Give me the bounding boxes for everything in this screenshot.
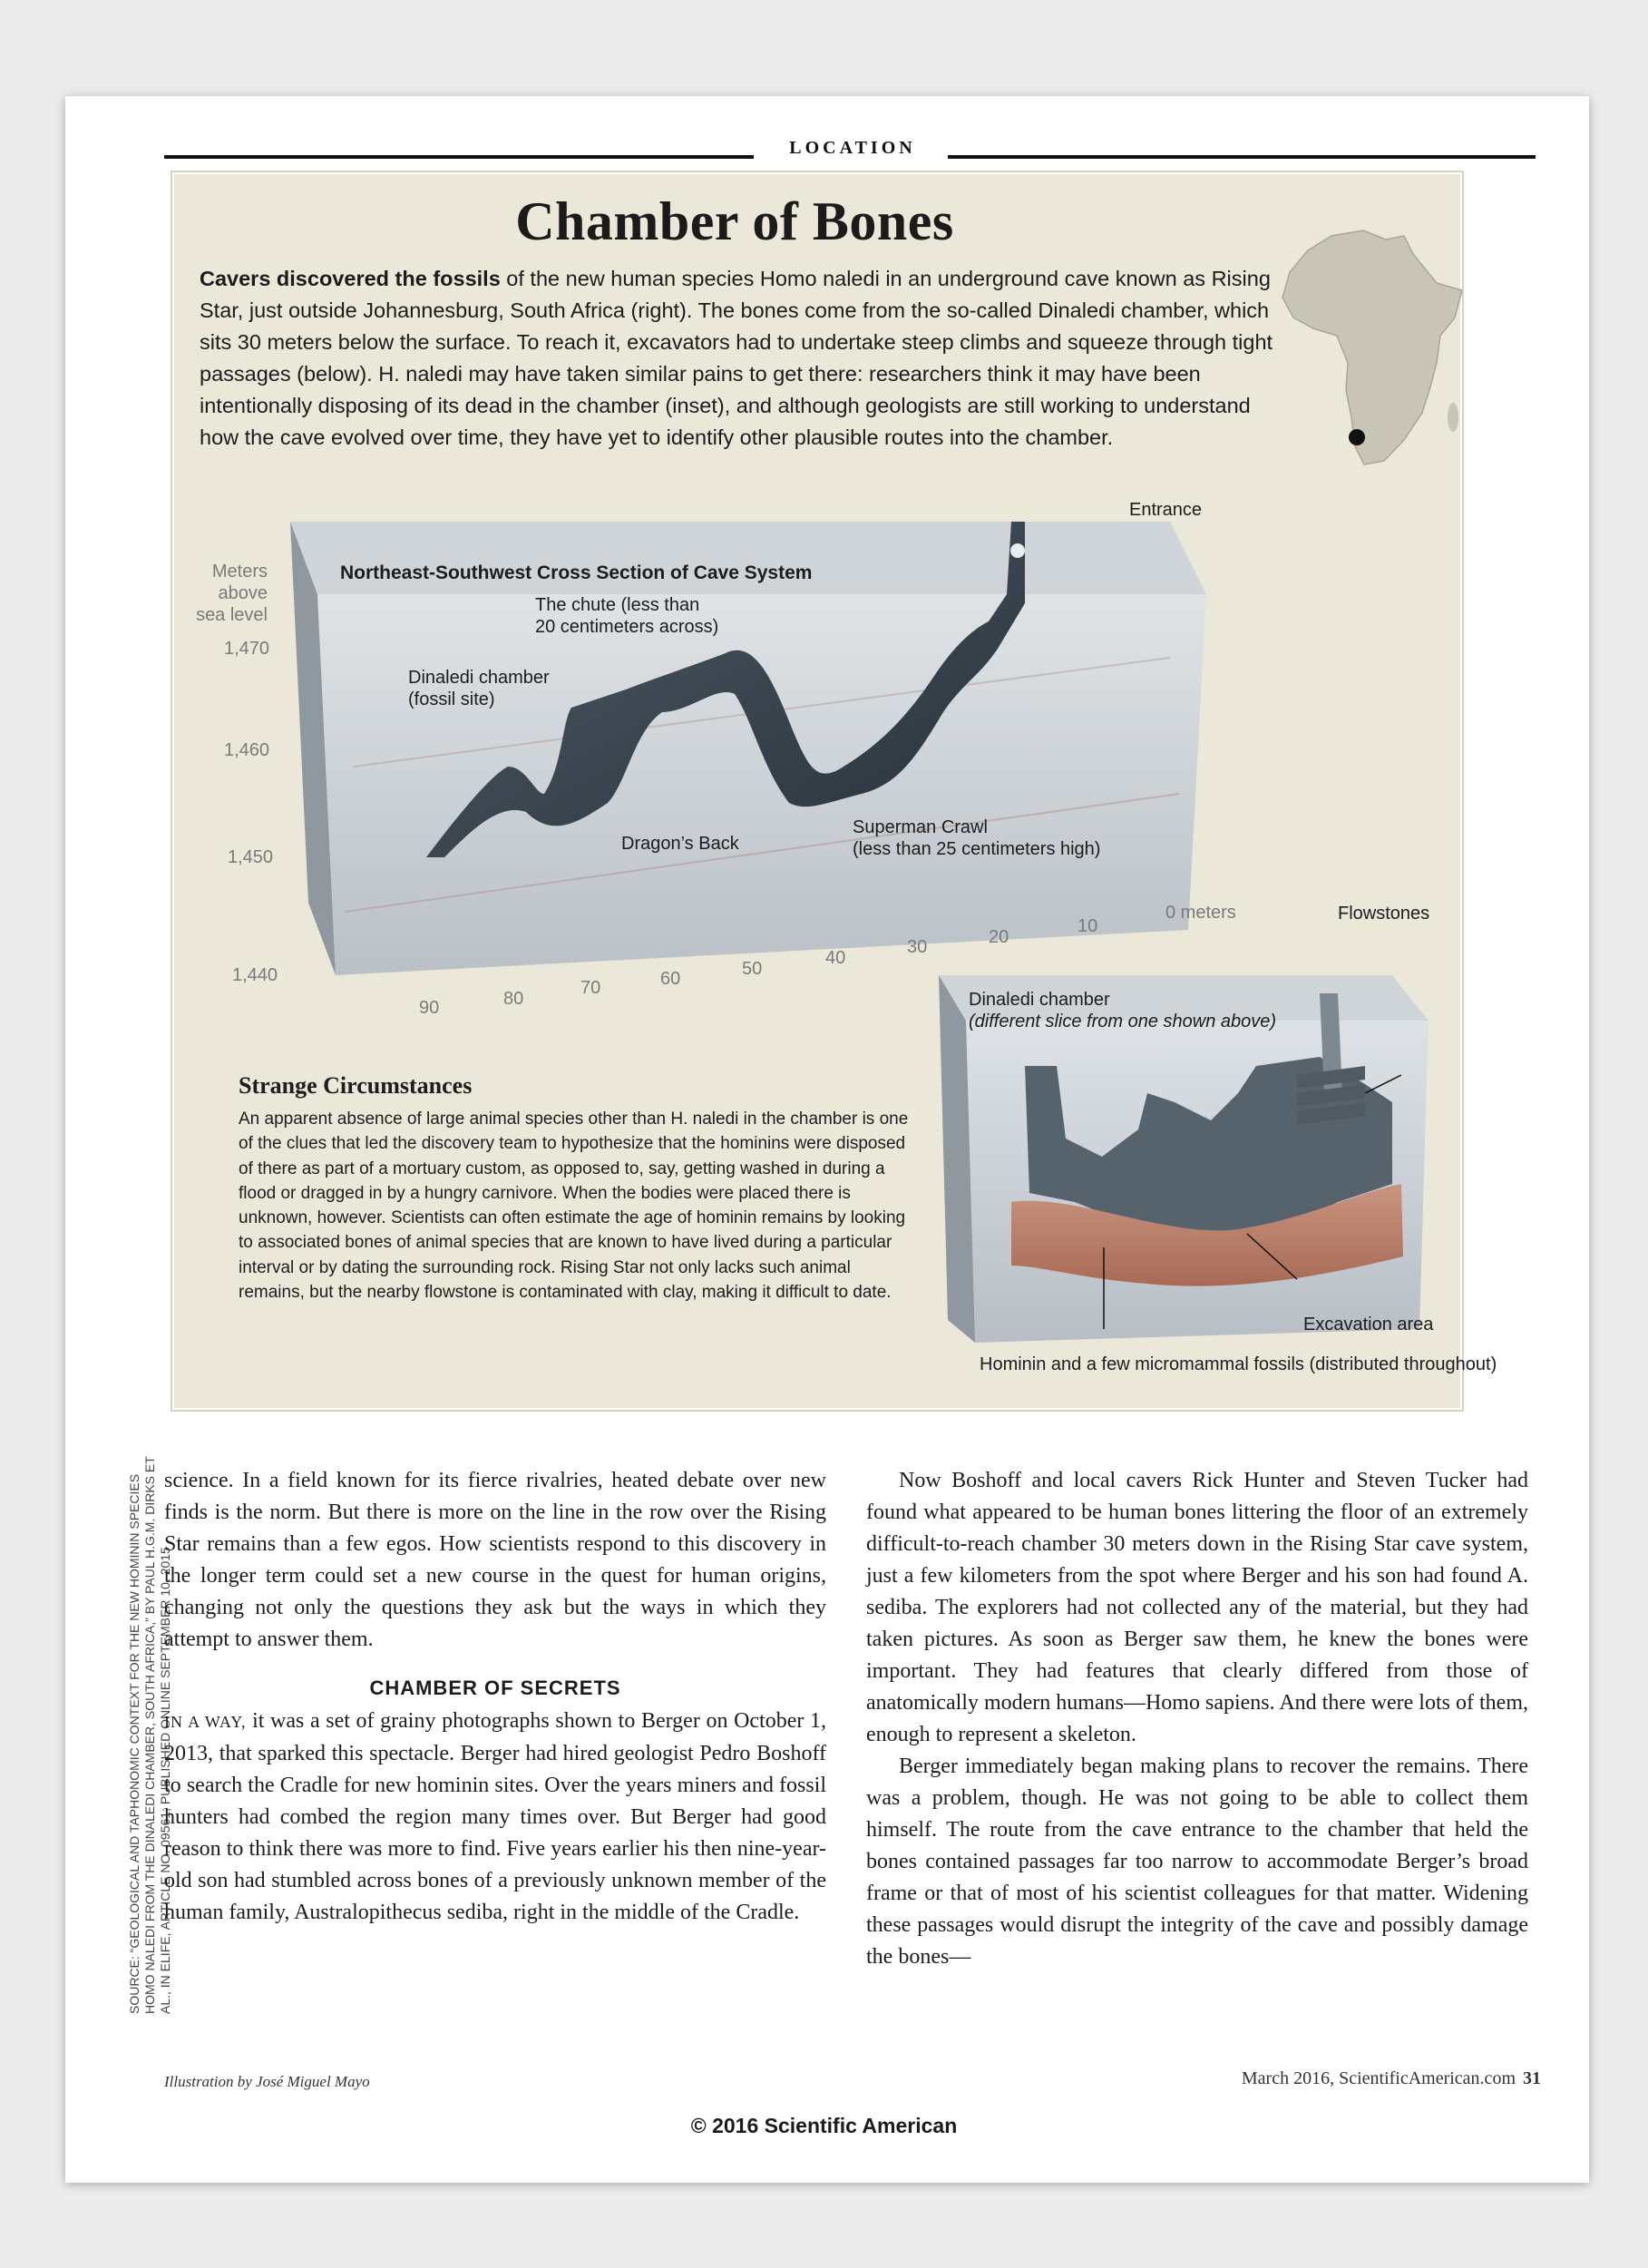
- cross-section-title: Northeast-Southwest Cross Section of Cave System: [340, 562, 813, 583]
- y-tick: 1,460: [224, 740, 270, 760]
- label-entrance: Entrance: [1129, 500, 1203, 520]
- article-paragraph-text: it was a set of grainy photographs shown to Berger on October 1, 2013, that sparked this spectacle. Berger had hired geologist Pedro Boshoff to search the Cradle for new hominin sites. Over the years miners and fossil hunters had combed the region many times over. But Berger had good reason to think there was more to find. Five years earlier his then nine-year-old son had stumbled across bones of a previously unknown member of the human family, Australopithecus sediba, right in the middle of the Cradle.: [164, 1709, 826, 1924]
- copyright-notice: © 2016 Scientific American: [690, 2114, 958, 2137]
- y-tick: 1,470: [224, 639, 270, 659]
- source-note: SOURCE: “GEOLOGICAL AND TAPHONOMIC CONTEXT FOR THE NEW HOMININ SPECIES HOMO NALEDI FROM THE DINALEDI CHAMBER, SOUTH AFRICA,” BY PAUL H.G.M. DIRKS ET AL., IN ELIFE, ARTICLE NO. 09561; PUBLISHED ONLINE SEPTEMBER 10, 2015: [127, 1456, 172, 2014]
- label-dinaledi-line2: (fossil site): [408, 689, 495, 709]
- graphic-title: Chamber of Bones: [515, 191, 954, 251]
- intro-text: of the new human species Homo naledi in an underground cave known as Rising Star, just outside Johannesburg, South Africa (right). The bones come from the so-called Dinaledi chamber, which sits 30 meters below the surface. To reach it, excavators had to undertake steep climbs and squeeze through tight passages (below). H. naledi may have taken similar pains to get there: researchers think it may have been intentionally disposing of its dead in the chamber (inset), and although geologists are still working to understand how the cave evolved over time, they have yet to identify other plausible routes into the chamber.: [200, 267, 1273, 449]
- graphic-intro: [200, 263, 1288, 454]
- label-dinaledi-line1: Dinaledi chamber: [408, 668, 550, 688]
- x-tick: 60: [660, 969, 681, 989]
- label-chute: [535, 594, 718, 638]
- label-dinaledi: [408, 667, 550, 710]
- x-tick: 10: [1078, 916, 1098, 936]
- rising-star-location-marker: [1349, 429, 1365, 445]
- article-paragraph: science. In a field known for its fierce rivalries, heated debate over new finds is the norm. But there is more on the line in the row over the Rising Star remains than a few egos. How scientists respond to this discovery in the longer term could set a new course in the quest for human origins, changing not only the questions they ask but the ways in which they attempt to answer them.: [164, 1469, 826, 1651]
- article-paragraph: Now Boshoff and local cavers Rick Hunter and Steven Tucker had found what appeared to be human bones littering the floor of an extremely difficult-to-reach chamber 30 meters down in the Rising Star cave system, just a few kilometers from the spot where Berger and his son had found A. sediba. The explorers had not collected any of the material, but they had taken pictures. As soon as Berger saw them, he knew the bones were important. They had features that clearly differed from those of anatomically modern humans—Homo sapiens. And there were lots of them, enough to represent a skeleton.: [866, 1469, 1528, 1746]
- x-tick: 30: [907, 937, 928, 957]
- article-paragraph: Berger immediately began making plans to recover the remains. There was a problem, though. He was not going to be able to collect them himself. The route from the cave entrance to the chamber that held the bones contained passages far too narrow to accommodate Berger’s broad frame or that of most of his scientist colleagues for that matter. Widening these passages would disrupt the integrity of the cave and possibly damage the bones—: [866, 1755, 1528, 1969]
- label-superman-line2: (less than 25 centimeters high): [853, 839, 1101, 859]
- y-tick: 1,440: [232, 965, 278, 985]
- page-number: 31: [1523, 2068, 1541, 2088]
- x-tick: 20: [989, 927, 1009, 947]
- x-tick: 0 meters: [1165, 903, 1236, 923]
- label-flowstones: Flowstones: [1338, 904, 1430, 924]
- y-axis-label-line2: above: [218, 583, 268, 603]
- africa-map-icon: [1277, 227, 1475, 472]
- sidebar-body: An apparent absence of large animal species other than H. naledi in the chamber is one of the clues that led the discovery team to hypothesize that the hominins were disposed of there as part of a mortuary custom, as opposed to, say, getting washed in during a flood or dragged in by a hungry carnivore. When the bodies were placed there is unknown, however. Scientists can often estimate the age of hominin remains by looking to associated bones of animal species that are known to have lived during a particular interval or by dating the surrounding rock. Rising Star not only lacks such animal remains, but the nearby flowstone is contaminated with clay, making it difficult to date.: [239, 1110, 909, 1303]
- header-rule-right: [948, 155, 1536, 159]
- article-subhead: CHAMBER OF SECRETS: [369, 1677, 621, 1699]
- label-excavation-area: Excavation area: [1303, 1315, 1434, 1334]
- x-tick: 70: [580, 978, 601, 998]
- x-tick: 90: [419, 998, 440, 1018]
- article-paragraph: [164, 1706, 826, 1929]
- y-tick: 1,450: [228, 847, 274, 867]
- section-label: LOCATION: [789, 138, 916, 158]
- y-axis-label-line1: Meters: [211, 562, 268, 582]
- inset-title-line2: (different slice from one shown above): [969, 1012, 1277, 1031]
- label-superman-line1: Superman Crawl: [853, 817, 988, 837]
- article-column-left: [164, 1465, 826, 1929]
- entrance-marker: [1010, 543, 1025, 558]
- x-tick: 80: [503, 989, 524, 1009]
- sidebar-title: Strange Circumstances: [239, 1072, 473, 1099]
- y-axis-label-line3: sea level: [196, 605, 268, 625]
- label-chute-line1: The chute (less than: [535, 595, 700, 615]
- x-tick: 40: [825, 948, 846, 968]
- intro-lead: Cavers discovered the fossils: [200, 267, 501, 290]
- issue-info: March 2016, ScientificAmerican.com: [1241, 2068, 1516, 2088]
- inset-title-line1: Dinaledi chamber: [969, 990, 1110, 1010]
- label-superman: [853, 816, 1100, 860]
- label-chute-line2: 20 centimeters across): [535, 617, 719, 637]
- article-column-right: [866, 1465, 1528, 1973]
- x-tick: 50: [742, 959, 763, 979]
- lead-in: IN A WAY,: [164, 1713, 247, 1731]
- illustration-credit: Illustration by José Miguel Mayo: [164, 2073, 370, 2090]
- header-rule-left: [164, 155, 754, 159]
- label-dragons-back: Dragon’s Back: [621, 834, 739, 854]
- y-axis-label: [190, 561, 268, 626]
- issue-footer: [1242, 2068, 1541, 2089]
- label-hominin-fossils: Hominin and a few micromammal fossils (distributed throughout): [980, 1354, 1497, 1374]
- inset-title: [969, 989, 1276, 1032]
